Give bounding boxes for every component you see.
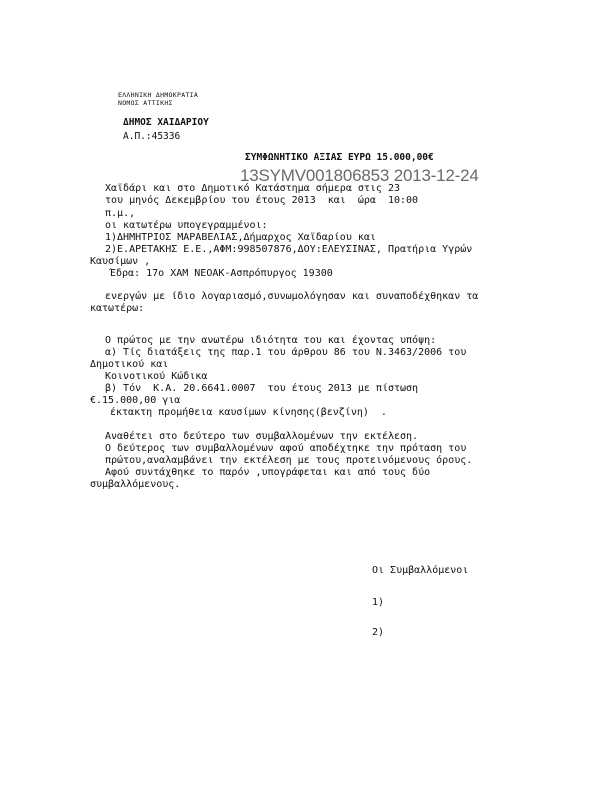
terms-line: Κοινοτικού Κώδικα bbox=[105, 371, 208, 382]
terms-line: β) Τόν Κ.Α. 20.6641.0007 του έτους 2013 με πίστωση bbox=[105, 383, 419, 394]
terms-line: έκτακτη προμήθεια καυσίμων κίνησης(βενζίνη) . bbox=[110, 407, 387, 418]
header-republic: ΕΛΛΗΝΙΚΗ ΔΗΜΟΚΡΑΤΙΑ bbox=[118, 91, 199, 99]
party-2-seat: Έδρα: 17ο ΧΑΜ ΝΕΟΑΚ-Ασπρόπυργος 19300 bbox=[110, 268, 333, 279]
closing-line: συμβαλλόμενους. bbox=[90, 479, 181, 490]
agreement-line: κατωτέρω: bbox=[90, 303, 145, 314]
header-prefecture: ΝΟΜΟΣ ΑΤΤΙΚΗΣ bbox=[118, 99, 173, 107]
terms-line: €.15.000,00 για bbox=[90, 395, 181, 406]
party-1: 1)ΔΗΜΗΤΡΙΟΣ ΜΑΡΑΒΕΛΙΑΣ,Δήμαρχος Χαϊδαρίου και bbox=[105, 232, 376, 243]
intro-line: π.μ., bbox=[105, 208, 136, 219]
protocol-number: Α.Π.:45336 bbox=[123, 131, 181, 142]
party-2: 2)Ε.ΑΡΕΤΑΚΗΣ Ε.Ε.,ΑΦΜ:998507876,ΔΟΥ:ΕΛΕΥΣΙΝΑΣ, Πρατήρια Υγρών bbox=[105, 244, 473, 255]
signature-2-label: 2) bbox=[372, 627, 385, 638]
intro-line: του μηνός Δεκεμβρίου του έτους 2013 και ώρα 10:00 bbox=[105, 195, 419, 206]
intro-line: Χαϊδάρι και στο Δημοτικό Κατάστημα σήμερα στις 23 bbox=[105, 183, 401, 194]
closing-line: πρώτου,αναλαμβάνει την εκτέλεση με τους προτεινόμενους όρους. bbox=[105, 455, 473, 466]
terms-line: Δημοτικού και bbox=[90, 359, 169, 370]
closing-line: Ο δεύτερος των συμβαλλομένων αφού αποδέχτηκε την πρόταση του bbox=[105, 443, 467, 454]
document-title: ΣΥΜΦΩΝΗΤΙΚΟ ΑΞΙΑΣ ΕΥΡΩ 15.000,00€ bbox=[245, 152, 434, 163]
signatures-heading: Οι Συμβαλλόμενοι bbox=[372, 565, 469, 576]
municipality-name: ΔΗΜΟΣ ΧΑΙΔΑΡΙΟΥ bbox=[123, 117, 209, 128]
signature-1-label: 1) bbox=[372, 597, 385, 608]
closing-line: Αναθέτει στο δεύτερο των συμβαλλομένων την εκτέλεση. bbox=[105, 431, 419, 442]
terms-line: α) Τίς διατάξεις της παρ.1 του άρθρου 86 του Ν.3463/2006 του bbox=[105, 347, 467, 358]
ada-stamp: 13SYMV001806853 2013-12-24 bbox=[240, 166, 479, 185]
party-2-business: Καυσίμων , bbox=[90, 256, 151, 267]
agreement-line: ενεργών με ίδιο λογαριασμό,συνωμολόγησαν και συναποδέχθηκαν τα bbox=[105, 291, 479, 302]
closing-line: Αφού συντάχθηκε το παρόν ,υπογράφεται και από τους δύο bbox=[105, 467, 431, 478]
terms-line: Ο πρώτος με την ανωτέρω ιδιότητα του και έχοντας υπόψη: bbox=[105, 335, 437, 346]
intro-line: οι κατωτέρω υπογεγραμμένοι: bbox=[105, 220, 268, 231]
